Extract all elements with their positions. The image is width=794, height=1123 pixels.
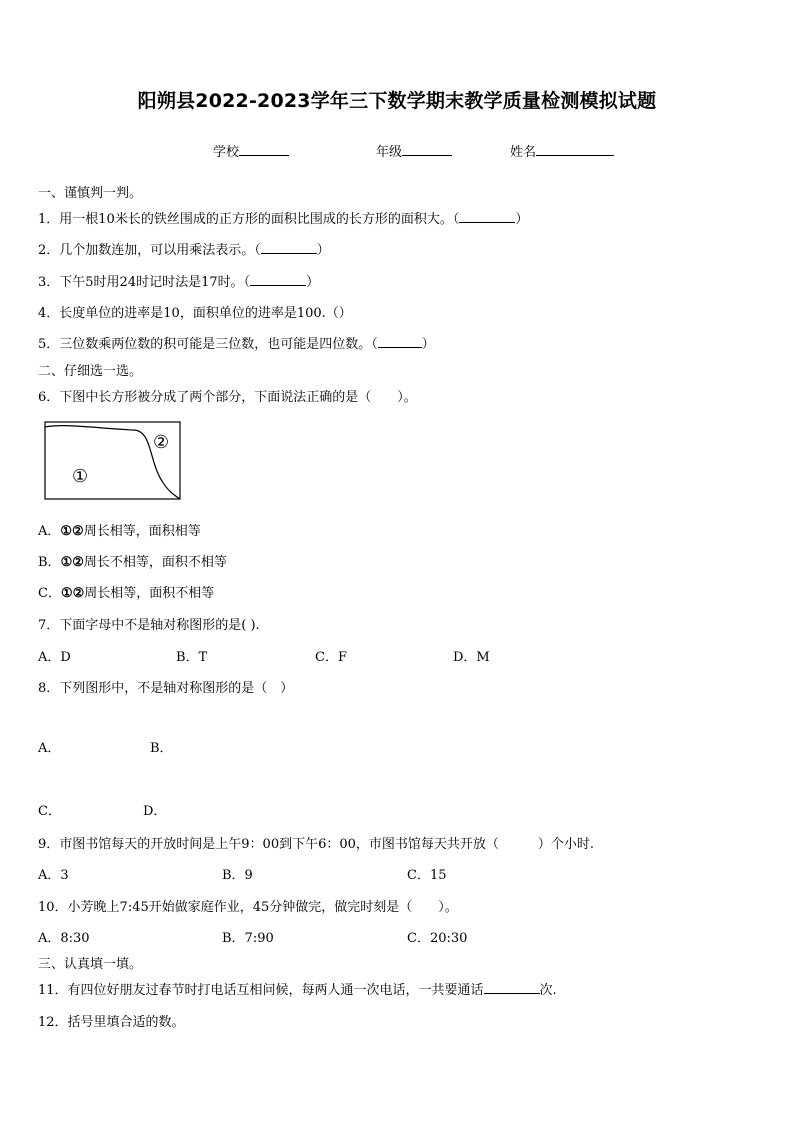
q6-option-b-marks: ①② [60,555,84,570]
grade-label: 年级 [376,145,403,160]
question-1-blank[interactable] [459,210,515,223]
question-5-blank[interactable] [378,335,422,348]
q6-option-b-text: 周长不相等，面积不相等 [83,555,227,570]
question-4: 4．长度单位的进率是10，面积单位的进率是100.（） [38,306,352,321]
q8-option-d[interactable]: D． [143,804,167,819]
question-3-end: ） [306,275,320,290]
q6-option-c-marks: ①② [60,586,85,601]
region-1-label: ① [72,466,89,487]
q6-option-b-prefix: B． [38,555,61,570]
question-8: 8．下列图形中，不是轴对称图形的是（ ） [38,681,294,696]
question-2-blank[interactable] [261,241,317,254]
question-2-end: ） [316,243,330,258]
name-field[interactable] [510,141,614,160]
grade-blank[interactable] [402,143,452,156]
question-12: 12．括号里填合适的数。 [38,1015,185,1030]
question-10: 10．小芳晚上7:45开始做家庭作业，45分钟做完，做完时刻是（ ）。 [38,900,458,915]
name-label: 姓名 [510,145,537,160]
question-11-text: 11．有四位好朋友过春节时打电话互相问候，每两人通一次电话，一共要通话 [38,983,484,998]
question-5-text: 5．三位数乘两位数的积可能是三位数，也可能是四位数。（ [38,337,378,352]
name-blank[interactable] [536,143,614,156]
question-1-text: 1．用一根10米长的铁丝围成的正方形的面积比围成的长方形的面积大。（ [38,212,460,227]
q6-option-a-marks: ①② [60,524,84,539]
q7-option-d[interactable]: D．M [453,650,490,665]
question-2 [38,239,330,258]
q6-option-c-text: 周长相等，面积不相等 [84,586,215,601]
q6-option-a-text: 周长相等，面积相等 [83,524,201,539]
q7-option-a[interactable]: A．D [38,650,71,665]
question-5 [38,333,435,352]
q9-option-b[interactable]: B．9 [222,868,253,883]
section-1-heading: 一、谨慎判一判。 [38,186,143,201]
school-field[interactable] [213,141,289,160]
question-3-blank[interactable] [250,273,306,286]
q10-option-a[interactable]: A．8:30 [38,931,90,946]
grade-field[interactable] [376,141,452,160]
question-11-end: 次. [539,983,557,998]
q6-option-c[interactable] [38,582,214,601]
q8-option-c[interactable]: C． [38,804,61,819]
question-3-text: 3．下午5时用24时记时法是17时。（ [38,275,251,290]
q9-option-c[interactable]: C．15 [407,868,447,883]
q7-option-b[interactable]: B．T [176,650,208,665]
question-7: 7．下面字母中不是轴对称图形的是( ). [38,618,260,633]
question-3 [38,271,319,290]
q6-option-c-prefix: C． [38,586,61,601]
question-11-blank[interactable] [484,981,540,994]
question-5-end: ） [421,337,435,352]
question-1-end: ） [515,212,529,227]
q10-option-c[interactable]: C．20:30 [407,931,468,946]
region-2-label: ② [153,432,170,453]
q6-option-b[interactable] [38,551,227,570]
school-label: 学校 [213,145,240,160]
q10-option-b[interactable]: B．7:90 [222,931,274,946]
q7-option-c[interactable]: C．F [315,650,347,665]
q6-option-a[interactable] [38,520,201,539]
section-3-heading: 三、认真填一填。 [38,957,143,972]
q8-option-a[interactable]: A． [38,741,61,756]
section-2-heading: 二、仔细选一选。 [38,364,143,379]
q8-option-b[interactable]: B． [150,741,173,756]
page-title: 阳朔县2022-2023学年三下数学期末教学质量检测模拟试题 [137,90,657,112]
question-9: 9．市图书馆每天的开放时间是上午9：00到下午6：00，市图书馆每天共开放（ ）个小时. [38,837,595,852]
school-blank[interactable] [239,143,289,156]
question-2-text: 2．几个加数连加，可以用乘法表示。（ [38,243,261,258]
question-6: 6．下图中长方形被分成了两个部分，下面说法正确的是（ ）。 [38,390,417,405]
q6-option-a-prefix: A． [38,524,61,539]
question-1 [38,208,528,227]
q9-option-a[interactable]: A．3 [38,868,69,883]
question-11 [38,979,557,998]
